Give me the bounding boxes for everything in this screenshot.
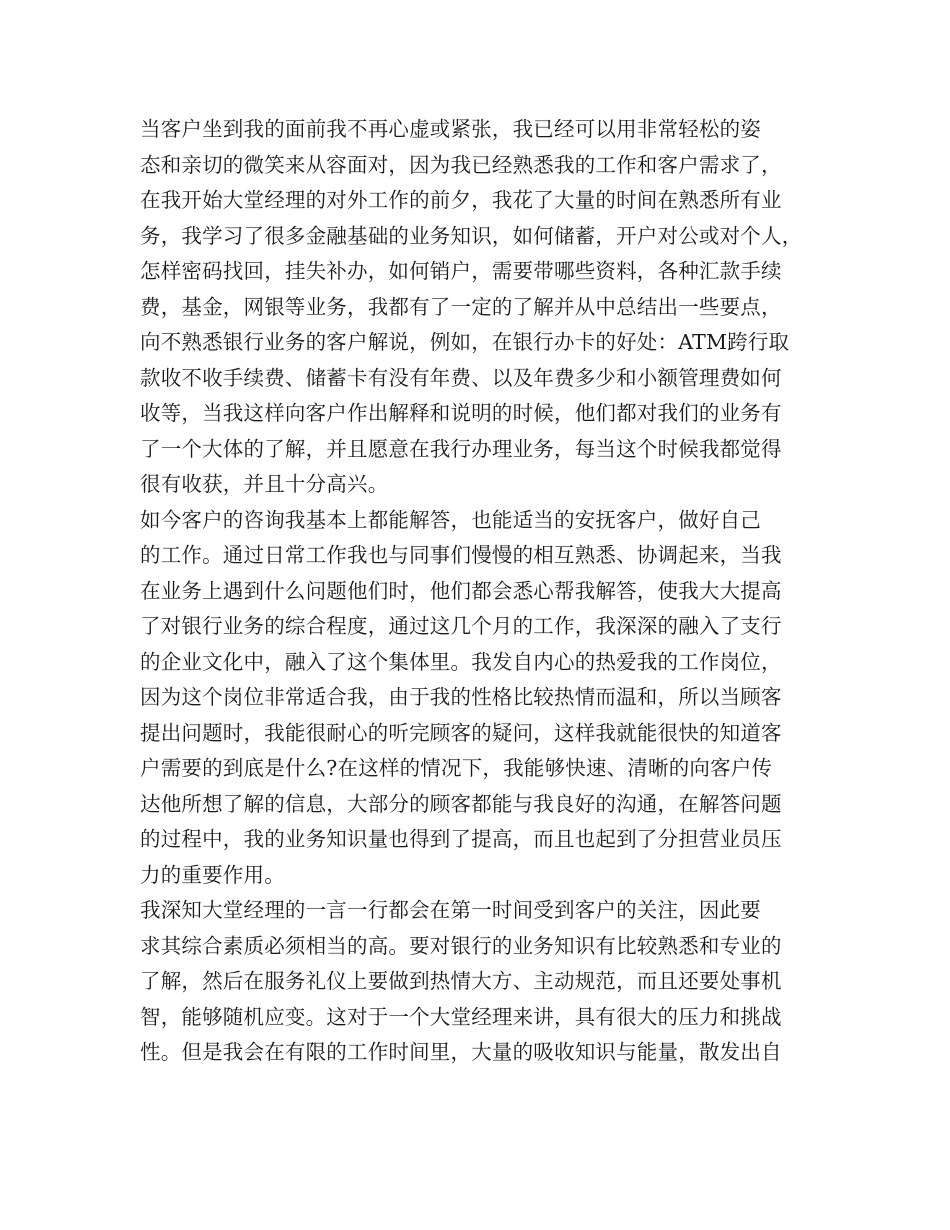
text-line: 的工作。通过日常工作我也与同事们慢慢的相互熟悉、协调起来，当我 [140, 543, 782, 567]
text-line: 我深知大堂经理的一言一行都会在第一时间受到客户的关注，因此要 [140, 898, 761, 922]
paragraph-2 [140, 503, 830, 894]
text-line: 费，基金，网银等业务，我都有了一定的了解并从中总结出一些要点， [140, 294, 782, 319]
text-line: 的企业文化中，融入了这个集体里。我发自内心的热爱我的工作岗位， [140, 649, 782, 674]
text-line: 性。但是我会在有限的工作时间里，大量的吸收知识与能量，散发出自 [140, 1040, 782, 1064]
text-line: 因为这个岗位非常适合我，由于我的性格比较热情而温和，所以当顾客 [140, 685, 782, 709]
paragraph-1 [140, 112, 830, 503]
text-line: 了解，然后在服务礼仪上要做到热情大方、主动规范，而且还要处事机 [140, 969, 782, 993]
text-line: 向不熟悉银行业务的客户解说，例如，在银行办卡的好处：ATM跨行取 [140, 330, 790, 354]
text-line: 智，能够随机应变。这对于一个大堂经理来讲，具有很大的压力和挑战 [140, 1004, 782, 1029]
paragraph-3 [140, 893, 830, 1071]
text-line: 求其综合素质必须相当的高。要对银行的业务知识有比较熟悉和专业的 [140, 933, 782, 958]
text-line: 的过程中，我的业务知识量也得到了提高，而且也起到了分担营业员压 [140, 827, 782, 851]
text-line: 力的重要作用。 [140, 862, 285, 887]
text-line: 如今客户的咨询我基本上都能解答，也能适当的安抚客户，做好自己 [140, 507, 761, 532]
text-line: 提出问题时，我能很耐心的听完顾客的疑问，这样我就能很快的知道客 [140, 720, 782, 745]
text-line: 怎样密码找回，挂失补办，如何销户，需要带哪些资料，各种汇款手续 [140, 259, 782, 283]
text-line: 达他所想了解的信息，大部分的顾客都能与我良好的沟通，在解答问题 [140, 791, 782, 816]
document-body [140, 112, 830, 1071]
text-line: 了对银行业务的综合程度，通过这几个月的工作，我深深的融入了支行 [140, 614, 782, 638]
text-line: 很有收获，并且十分高兴。 [140, 472, 389, 496]
text-line: 在我开始大堂经理的对外工作的前夕，我花了大量的时间在熟悉所有业 [140, 188, 782, 212]
text-line: 了一个大体的了解，并且愿意在我行办理业务，每当这个时候我都觉得 [140, 436, 782, 461]
text-line: 务，我学习了很多金融基础的业务知识，如何储蓄，开户对公或对个人， [140, 223, 803, 248]
text-line: 态和亲切的微笑来从容面对，因为我已经熟悉我的工作和客户需求了， [140, 152, 782, 177]
text-line: 款收不收手续费、储蓄卡有没有年费、以及年费多少和小额管理费如何 [140, 365, 782, 390]
text-line: 收等，当我这样向客户作出解释和说明的时候，他们都对我们的业务有 [140, 401, 782, 425]
text-line: 当客户坐到我的面前我不再心虚或紧张，我已经可以用非常轻松的姿 [140, 117, 761, 141]
text-line: 户需要的到底是什么?在这样的情况下，我能够快速、清晰的向客户传 [140, 756, 773, 780]
text-line: 在业务上遇到什么问题他们时，他们都会悉心帮我解答，使我大大提高 [140, 578, 782, 603]
